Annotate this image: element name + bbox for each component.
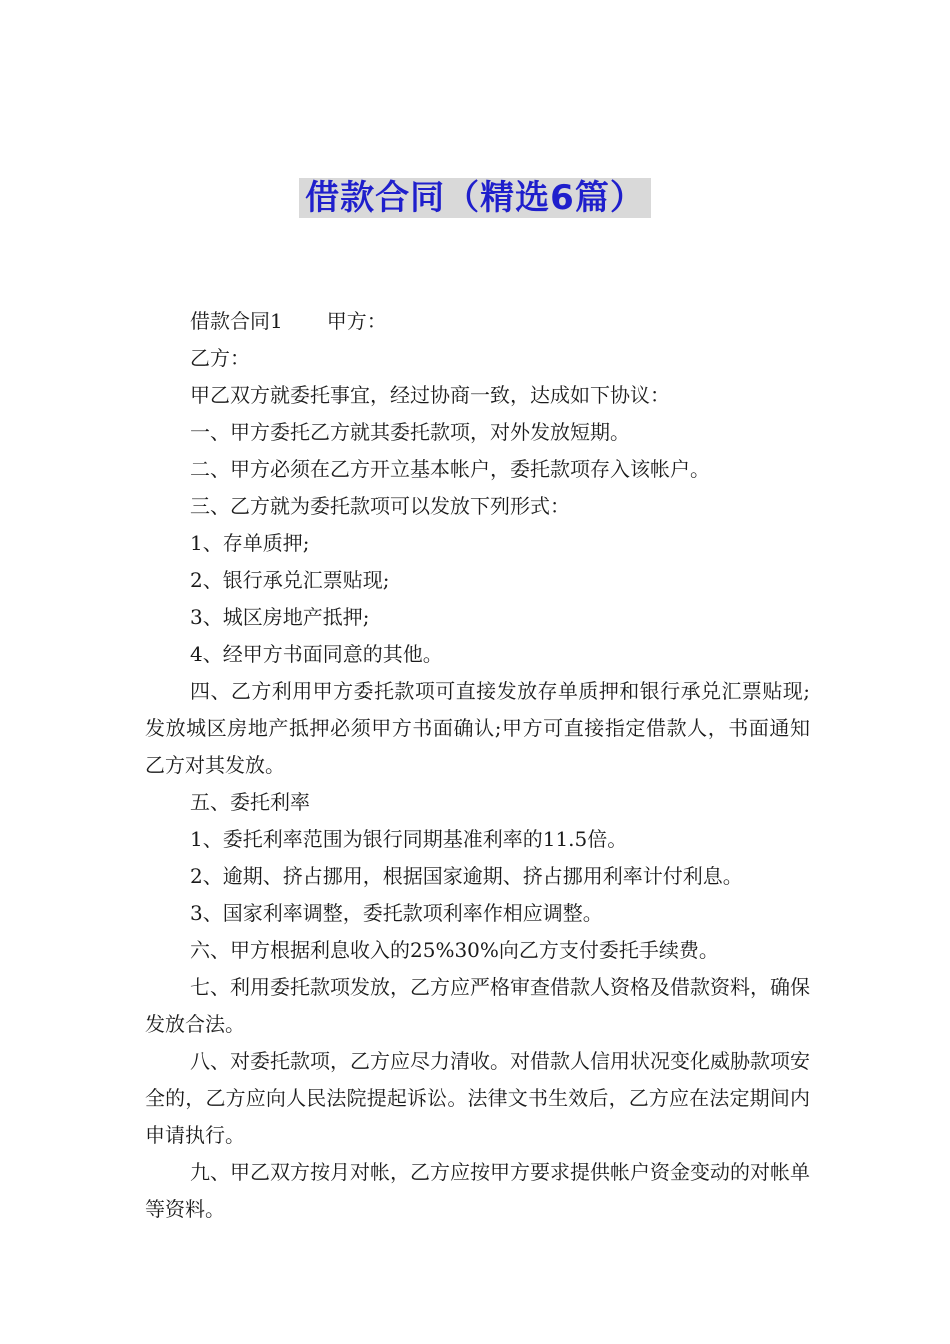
document-title: 借款合同（精选6篇）	[299, 178, 651, 218]
paragraph: 七、利用委托款项发放，乙方应严格审查借款人资格及借款资料，确保发放合法。	[145, 975, 810, 1036]
paragraph: 甲乙双方就委托事宜，经过协商一致，达成如下协议：	[190, 383, 670, 407]
paragraph: 九、甲乙双方按月对帐，乙方应按甲方要求提供帐户资金变动的对帐单等资料。	[145, 1160, 810, 1221]
paragraph: 四、乙方利用甲方委托款项可直接发放存单质押和银行承兑汇票贴现;发放城区房地产抵押必须甲方书面确认;甲方可直接指定借款人，书面通知乙方对其发放。	[145, 679, 810, 777]
paragraph: 一、甲方委托乙方就其委托款项，对外发放短期。	[190, 420, 630, 444]
paragraph: 1、存单质押;	[190, 531, 310, 555]
paragraph: 3、城区房地产抵押;	[190, 605, 370, 629]
party-a-label: 甲方：	[326, 309, 387, 333]
paragraph: 三、乙方就为委托款项可以发放下列形式：	[190, 494, 570, 518]
paragraph: 2、银行承兑汇票贴现;	[190, 568, 390, 592]
document-body	[145, 303, 810, 1228]
paragraph: 八、对委托款项，乙方应尽力清收。对借款人信用状况变化威胁款项安全的，乙方应向人民法院提起诉讼。法律文书生效后，乙方应在法定期间内申请执行。	[145, 1049, 810, 1147]
paragraph: 1、委托利率范围为银行同期基准利率的11.5倍。	[190, 827, 628, 851]
paragraph: 五、委托利率	[190, 790, 310, 814]
paragraph: 2、逾期、挤占挪用，根据国家逾期、挤占挪用利率计付利息。	[190, 864, 743, 888]
paragraph: 乙方：	[190, 346, 250, 370]
paragraph: 六、甲方根据利息收入的25%30%向乙方支付委托手续费。	[190, 938, 719, 962]
paragraph: 3、国家利率调整，委托款项利率作相应调整。	[190, 901, 603, 925]
paragraph: 4、经甲方书面同意的其他。	[190, 642, 443, 666]
title-container	[0, 178, 950, 218]
contract-heading: 借款合同1	[190, 309, 283, 333]
paragraph: 二、甲方必须在乙方开立基本帐户，委托款项存入该帐户。	[190, 457, 710, 481]
first-line	[145, 303, 810, 340]
